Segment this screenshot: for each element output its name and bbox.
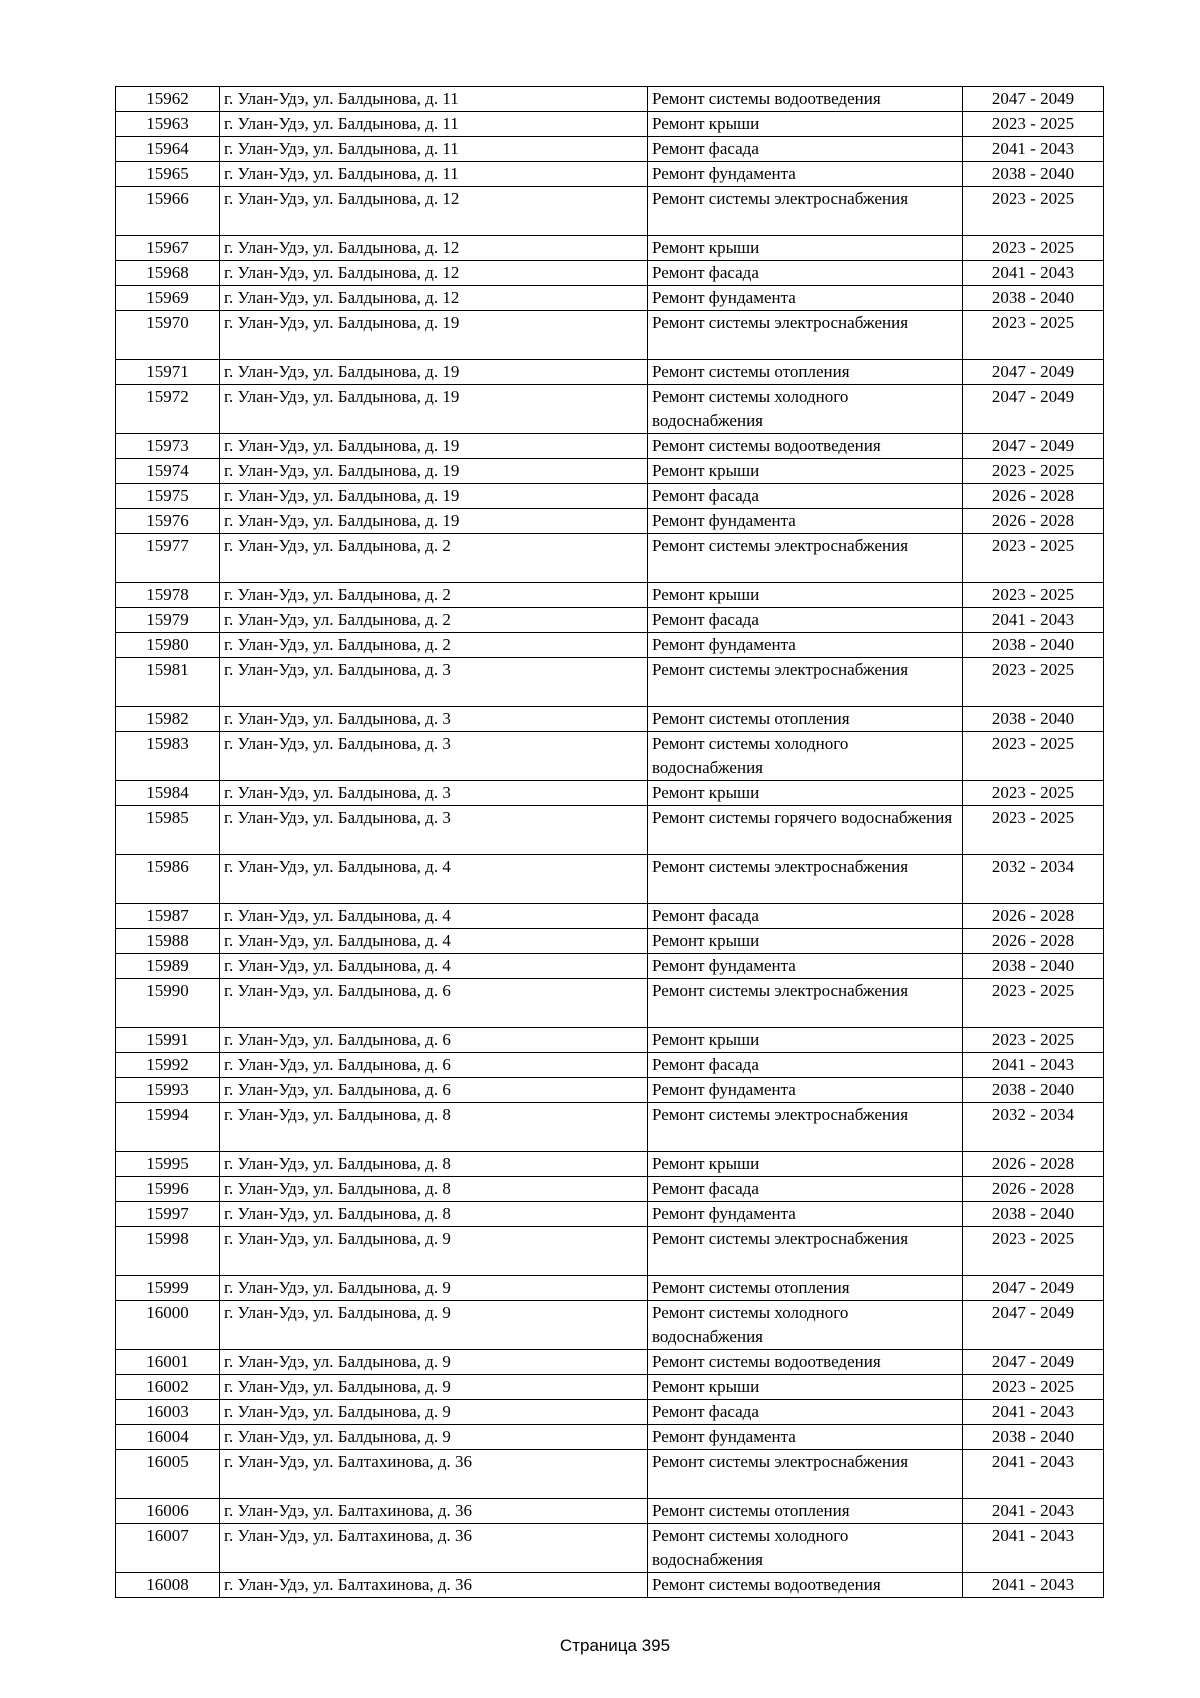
row-number-cell: 15998 bbox=[116, 1227, 220, 1276]
work-type-cell: Ремонт системы электроснабжения bbox=[648, 658, 963, 707]
row-number-cell: 15978 bbox=[116, 583, 220, 608]
work-type-cell: Ремонт фундамента bbox=[648, 1078, 963, 1103]
table-row bbox=[116, 954, 1104, 979]
table-row bbox=[116, 1425, 1104, 1450]
row-number-cell: 16007 bbox=[116, 1524, 220, 1573]
work-type-cell: Ремонт системы водоотведения bbox=[648, 87, 963, 112]
table-row bbox=[116, 608, 1104, 633]
work-type-cell: Ремонт фасада bbox=[648, 137, 963, 162]
period-cell: 2038 - 2040 bbox=[963, 1202, 1104, 1227]
address-cell: г. Улан-Удэ, ул. Балдынова, д. 11 bbox=[220, 112, 648, 137]
table-row bbox=[116, 534, 1104, 583]
work-type-cell: Ремонт системы электроснабжения bbox=[648, 1450, 963, 1499]
work-type-cell: Ремонт системы электроснабжения bbox=[648, 855, 963, 904]
table-row bbox=[116, 781, 1104, 806]
table-row bbox=[116, 1276, 1104, 1301]
table-body bbox=[116, 87, 1104, 1598]
address-cell: г. Улан-Удэ, ул. Балдынова, д. 3 bbox=[220, 806, 648, 855]
table-row bbox=[116, 261, 1104, 286]
work-type-cell: Ремонт системы отопления bbox=[648, 707, 963, 732]
address-cell: г. Улан-Удэ, ул. Балдынова, д. 3 bbox=[220, 781, 648, 806]
address-cell: г. Улан-Удэ, ул. Балдынова, д. 12 bbox=[220, 261, 648, 286]
row-number-cell: 15977 bbox=[116, 534, 220, 583]
work-type-cell: Ремонт фундамента bbox=[648, 162, 963, 187]
row-number-cell: 15972 bbox=[116, 385, 220, 434]
work-type-cell: Ремонт крыши bbox=[648, 781, 963, 806]
table-row bbox=[116, 434, 1104, 459]
period-cell: 2026 - 2028 bbox=[963, 929, 1104, 954]
table-row bbox=[116, 484, 1104, 509]
address-cell: г. Улан-Удэ, ул. Балдынова, д. 8 bbox=[220, 1202, 648, 1227]
period-cell: 2032 - 2034 bbox=[963, 1103, 1104, 1152]
table-row bbox=[116, 286, 1104, 311]
work-type-cell: Ремонт системы холодного водоснабжения bbox=[648, 732, 963, 781]
work-type-cell: Ремонт фундамента bbox=[648, 1425, 963, 1450]
period-cell: 2041 - 2043 bbox=[963, 261, 1104, 286]
work-type-cell: Ремонт крыши bbox=[648, 1028, 963, 1053]
period-cell: 2023 - 2025 bbox=[963, 187, 1104, 236]
address-cell: г. Улан-Удэ, ул. Балдынова, д. 19 bbox=[220, 459, 648, 484]
period-cell: 2023 - 2025 bbox=[963, 806, 1104, 855]
row-number-cell: 15965 bbox=[116, 162, 220, 187]
row-number-cell: 15962 bbox=[116, 87, 220, 112]
address-cell: г. Улан-Удэ, ул. Балдынова, д. 4 bbox=[220, 855, 648, 904]
page-number: Страница 395 bbox=[559, 1636, 671, 1655]
row-number-cell: 15996 bbox=[116, 1177, 220, 1202]
period-cell: 2023 - 2025 bbox=[963, 781, 1104, 806]
table-row bbox=[116, 360, 1104, 385]
work-type-cell: Ремонт фасада bbox=[648, 1400, 963, 1425]
row-number-cell: 15984 bbox=[116, 781, 220, 806]
period-cell: 2041 - 2043 bbox=[963, 1450, 1104, 1499]
period-cell: 2041 - 2043 bbox=[963, 137, 1104, 162]
work-type-cell: Ремонт системы электроснабжения bbox=[648, 1227, 963, 1276]
address-cell: г. Улан-Удэ, ул. Балдынова, д. 2 bbox=[220, 534, 648, 583]
work-type-cell: Ремонт системы холодного водоснабжения bbox=[648, 385, 963, 434]
address-cell: г. Улан-Удэ, ул. Балдынова, д. 6 bbox=[220, 1028, 648, 1053]
period-cell: 2023 - 2025 bbox=[963, 311, 1104, 360]
row-number-cell: 15966 bbox=[116, 187, 220, 236]
address-cell: г. Улан-Удэ, ул. Балдынова, д. 8 bbox=[220, 1177, 648, 1202]
row-number-cell: 15999 bbox=[116, 1276, 220, 1301]
period-cell: 2038 - 2040 bbox=[963, 286, 1104, 311]
table-row bbox=[116, 707, 1104, 732]
repair-schedule-table bbox=[115, 86, 1104, 1598]
period-cell: 2026 - 2028 bbox=[963, 1152, 1104, 1177]
table-row bbox=[116, 162, 1104, 187]
table-row bbox=[116, 311, 1104, 360]
address-cell: г. Улан-Удэ, ул. Балдынова, д. 8 bbox=[220, 1103, 648, 1152]
row-number-cell: 15990 bbox=[116, 979, 220, 1028]
address-cell: г. Улан-Удэ, ул. Балдынова, д. 3 bbox=[220, 707, 648, 732]
table-row bbox=[116, 137, 1104, 162]
row-number-cell: 16005 bbox=[116, 1450, 220, 1499]
address-cell: г. Улан-Удэ, ул. Балдынова, д. 11 bbox=[220, 137, 648, 162]
address-cell: г. Улан-Удэ, ул. Балдынова, д. 4 bbox=[220, 904, 648, 929]
row-number-cell: 15980 bbox=[116, 633, 220, 658]
work-type-cell: Ремонт фасада bbox=[648, 904, 963, 929]
address-cell: г. Улан-Удэ, ул. Балдынова, д. 2 bbox=[220, 583, 648, 608]
row-number-cell: 16003 bbox=[116, 1400, 220, 1425]
address-cell: г. Улан-Удэ, ул. Балдынова, д. 19 bbox=[220, 385, 648, 434]
address-cell: г. Улан-Удэ, ул. Балтахинова, д. 36 bbox=[220, 1499, 648, 1524]
table-row bbox=[116, 1524, 1104, 1573]
work-type-cell: Ремонт фундамента bbox=[648, 1202, 963, 1227]
period-cell: 2041 - 2043 bbox=[963, 1499, 1104, 1524]
work-type-cell: Ремонт системы водоотведения bbox=[648, 1350, 963, 1375]
address-cell: г. Улан-Удэ, ул. Балдынова, д. 2 bbox=[220, 608, 648, 633]
row-number-cell: 15994 bbox=[116, 1103, 220, 1152]
work-type-cell: Ремонт системы водоотведения bbox=[648, 1573, 963, 1598]
address-cell: г. Улан-Удэ, ул. Балтахинова, д. 36 bbox=[220, 1524, 648, 1573]
address-cell: г. Улан-Удэ, ул. Балдынова, д. 4 bbox=[220, 954, 648, 979]
address-cell: г. Улан-Удэ, ул. Балдынова, д. 19 bbox=[220, 311, 648, 360]
table-row bbox=[116, 1078, 1104, 1103]
row-number-cell: 15983 bbox=[116, 732, 220, 781]
row-number-cell: 16000 bbox=[116, 1301, 220, 1350]
row-number-cell: 15985 bbox=[116, 806, 220, 855]
work-type-cell: Ремонт фасада bbox=[648, 1053, 963, 1078]
work-type-cell: Ремонт системы отопления bbox=[648, 360, 963, 385]
row-number-cell: 15981 bbox=[116, 658, 220, 707]
work-type-cell: Ремонт крыши bbox=[648, 1152, 963, 1177]
row-number-cell: 15976 bbox=[116, 509, 220, 534]
period-cell: 2032 - 2034 bbox=[963, 855, 1104, 904]
work-type-cell: Ремонт системы электроснабжения bbox=[648, 311, 963, 360]
address-cell: г. Улан-Удэ, ул. Балдынова, д. 9 bbox=[220, 1276, 648, 1301]
address-cell: г. Улан-Удэ, ул. Балдынова, д. 12 bbox=[220, 236, 648, 261]
work-type-cell: Ремонт системы горячего водоснабжения bbox=[648, 806, 963, 855]
work-type-cell: Ремонт крыши bbox=[648, 1375, 963, 1400]
row-number-cell: 15982 bbox=[116, 707, 220, 732]
row-number-cell: 15992 bbox=[116, 1053, 220, 1078]
row-number-cell: 16004 bbox=[116, 1425, 220, 1450]
period-cell: 2023 - 2025 bbox=[963, 534, 1104, 583]
table-row bbox=[116, 1301, 1104, 1350]
period-cell: 2047 - 2049 bbox=[963, 87, 1104, 112]
address-cell: г. Улан-Удэ, ул. Балдынова, д. 9 bbox=[220, 1425, 648, 1450]
work-type-cell: Ремонт крыши bbox=[648, 929, 963, 954]
table-row bbox=[116, 1053, 1104, 1078]
address-cell: г. Улан-Удэ, ул. Балдынова, д. 2 bbox=[220, 633, 648, 658]
period-cell: 2041 - 2043 bbox=[963, 1573, 1104, 1598]
row-number-cell: 15997 bbox=[116, 1202, 220, 1227]
period-cell: 2023 - 2025 bbox=[963, 459, 1104, 484]
table-row bbox=[116, 112, 1104, 137]
table-row bbox=[116, 732, 1104, 781]
table-row bbox=[116, 1350, 1104, 1375]
row-number-cell: 15974 bbox=[116, 459, 220, 484]
row-number-cell: 16006 bbox=[116, 1499, 220, 1524]
period-cell: 2023 - 2025 bbox=[963, 1375, 1104, 1400]
row-number-cell: 15988 bbox=[116, 929, 220, 954]
period-cell: 2047 - 2049 bbox=[963, 360, 1104, 385]
work-type-cell: Ремонт фасада bbox=[648, 484, 963, 509]
row-number-cell: 16008 bbox=[116, 1573, 220, 1598]
work-type-cell: Ремонт крыши bbox=[648, 236, 963, 261]
table-row bbox=[116, 187, 1104, 236]
work-type-cell: Ремонт фасада bbox=[648, 1177, 963, 1202]
period-cell: 2038 - 2040 bbox=[963, 707, 1104, 732]
address-cell: г. Улан-Удэ, ул. Балдынова, д. 3 bbox=[220, 732, 648, 781]
row-number-cell: 15970 bbox=[116, 311, 220, 360]
work-type-cell: Ремонт системы электроснабжения bbox=[648, 979, 963, 1028]
period-cell: 2023 - 2025 bbox=[963, 236, 1104, 261]
table-row bbox=[116, 904, 1104, 929]
period-cell: 2038 - 2040 bbox=[963, 633, 1104, 658]
period-cell: 2047 - 2049 bbox=[963, 385, 1104, 434]
address-cell: г. Улан-Удэ, ул. Балдынова, д. 9 bbox=[220, 1227, 648, 1276]
work-type-cell: Ремонт системы отопления bbox=[648, 1276, 963, 1301]
address-cell: г. Улан-Удэ, ул. Балдынова, д. 6 bbox=[220, 1053, 648, 1078]
address-cell: г. Улан-Удэ, ул. Балдынова, д. 19 bbox=[220, 484, 648, 509]
work-type-cell: Ремонт фундамента bbox=[648, 509, 963, 534]
period-cell: 2038 - 2040 bbox=[963, 162, 1104, 187]
table-row bbox=[116, 1499, 1104, 1524]
table-row bbox=[116, 1152, 1104, 1177]
work-type-cell: Ремонт системы отопления bbox=[648, 1499, 963, 1524]
row-number-cell: 15968 bbox=[116, 261, 220, 286]
row-number-cell: 15995 bbox=[116, 1152, 220, 1177]
table-row bbox=[116, 1573, 1104, 1598]
period-cell: 2023 - 2025 bbox=[963, 583, 1104, 608]
address-cell: г. Улан-Удэ, ул. Балдынова, д. 3 bbox=[220, 658, 648, 707]
address-cell: г. Улан-Удэ, ул. Балдынова, д. 6 bbox=[220, 979, 648, 1028]
period-cell: 2026 - 2028 bbox=[963, 484, 1104, 509]
table-row bbox=[116, 1227, 1104, 1276]
address-cell: г. Улан-Удэ, ул. Балдынова, д. 11 bbox=[220, 162, 648, 187]
table-row bbox=[116, 1103, 1104, 1152]
work-type-cell: Ремонт системы холодного водоснабжения bbox=[648, 1301, 963, 1350]
address-cell: г. Улан-Удэ, ул. Балдынова, д. 9 bbox=[220, 1400, 648, 1425]
period-cell: 2041 - 2043 bbox=[963, 608, 1104, 633]
period-cell: 2047 - 2049 bbox=[963, 1350, 1104, 1375]
work-type-cell: Ремонт системы водоотведения bbox=[648, 434, 963, 459]
address-cell: г. Улан-Удэ, ул. Балдынова, д. 4 bbox=[220, 929, 648, 954]
period-cell: 2038 - 2040 bbox=[963, 1078, 1104, 1103]
table-row bbox=[116, 929, 1104, 954]
address-cell: г. Улан-Удэ, ул. Балдынова, д. 12 bbox=[220, 187, 648, 236]
work-type-cell: Ремонт фундамента bbox=[648, 633, 963, 658]
work-type-cell: Ремонт системы электроснабжения bbox=[648, 187, 963, 236]
table-row bbox=[116, 1375, 1104, 1400]
row-number-cell: 16002 bbox=[116, 1375, 220, 1400]
address-cell: г. Улан-Удэ, ул. Балдынова, д. 19 bbox=[220, 509, 648, 534]
work-type-cell: Ремонт крыши bbox=[648, 459, 963, 484]
row-number-cell: 16001 bbox=[116, 1350, 220, 1375]
row-number-cell: 15973 bbox=[116, 434, 220, 459]
address-cell: г. Улан-Удэ, ул. Балдынова, д. 9 bbox=[220, 1350, 648, 1375]
address-cell: г. Улан-Удэ, ул. Балдынова, д. 8 bbox=[220, 1152, 648, 1177]
period-cell: 2023 - 2025 bbox=[963, 1227, 1104, 1276]
address-cell: г. Улан-Удэ, ул. Балдынова, д. 19 bbox=[220, 434, 648, 459]
table-row bbox=[116, 583, 1104, 608]
row-number-cell: 15979 bbox=[116, 608, 220, 633]
work-type-cell: Ремонт фасада bbox=[648, 608, 963, 633]
table-row bbox=[116, 1400, 1104, 1425]
address-cell: г. Улан-Удэ, ул. Балдынова, д. 6 bbox=[220, 1078, 648, 1103]
row-number-cell: 15987 bbox=[116, 904, 220, 929]
table-row bbox=[116, 806, 1104, 855]
table-row bbox=[116, 1177, 1104, 1202]
work-type-cell: Ремонт системы электроснабжения bbox=[648, 1103, 963, 1152]
period-cell: 2023 - 2025 bbox=[963, 658, 1104, 707]
address-cell: г. Улан-Удэ, ул. Балдынова, д. 9 bbox=[220, 1375, 648, 1400]
row-number-cell: 15971 bbox=[116, 360, 220, 385]
period-cell: 2023 - 2025 bbox=[963, 732, 1104, 781]
row-number-cell: 15989 bbox=[116, 954, 220, 979]
work-type-cell: Ремонт крыши bbox=[648, 112, 963, 137]
address-cell: г. Улан-Удэ, ул. Балтахинова, д. 36 bbox=[220, 1573, 648, 1598]
period-cell: 2041 - 2043 bbox=[963, 1400, 1104, 1425]
work-type-cell: Ремонт фасада bbox=[648, 261, 963, 286]
table-row bbox=[116, 1450, 1104, 1499]
work-type-cell: Ремонт системы холодного водоснабжения bbox=[648, 1524, 963, 1573]
period-cell: 2041 - 2043 bbox=[963, 1524, 1104, 1573]
row-number-cell: 15986 bbox=[116, 855, 220, 904]
period-cell: 2026 - 2028 bbox=[963, 1177, 1104, 1202]
table-row bbox=[116, 87, 1104, 112]
address-cell: г. Улан-Удэ, ул. Балдынова, д. 9 bbox=[220, 1301, 648, 1350]
address-cell: г. Улан-Удэ, ул. Балдынова, д. 12 bbox=[220, 286, 648, 311]
table-row bbox=[116, 385, 1104, 434]
work-type-cell: Ремонт фундамента bbox=[648, 286, 963, 311]
period-cell: 2026 - 2028 bbox=[963, 509, 1104, 534]
table-row bbox=[116, 1202, 1104, 1227]
table-row bbox=[116, 633, 1104, 658]
period-cell: 2038 - 2040 bbox=[963, 1425, 1104, 1450]
row-number-cell: 15963 bbox=[116, 112, 220, 137]
period-cell: 2023 - 2025 bbox=[963, 979, 1104, 1028]
table-row bbox=[116, 855, 1104, 904]
row-number-cell: 15969 bbox=[116, 286, 220, 311]
row-number-cell: 15975 bbox=[116, 484, 220, 509]
period-cell: 2047 - 2049 bbox=[963, 1301, 1104, 1350]
address-cell: г. Улан-Удэ, ул. Балдынова, д. 11 bbox=[220, 87, 648, 112]
table-row bbox=[116, 509, 1104, 534]
period-cell: 2047 - 2049 bbox=[963, 434, 1104, 459]
work-type-cell: Ремонт фундамента bbox=[648, 954, 963, 979]
table-row bbox=[116, 236, 1104, 261]
row-number-cell: 15991 bbox=[116, 1028, 220, 1053]
period-cell: 2038 - 2040 bbox=[963, 954, 1104, 979]
row-number-cell: 15967 bbox=[116, 236, 220, 261]
address-cell: г. Улан-Удэ, ул. Балтахинова, д. 36 bbox=[220, 1450, 648, 1499]
row-number-cell: 15964 bbox=[116, 137, 220, 162]
period-cell: 2023 - 2025 bbox=[963, 1028, 1104, 1053]
period-cell: 2041 - 2043 bbox=[963, 1053, 1104, 1078]
period-cell: 2023 - 2025 bbox=[963, 112, 1104, 137]
table-row bbox=[116, 658, 1104, 707]
table-row bbox=[116, 459, 1104, 484]
period-cell: 2047 - 2049 bbox=[963, 1276, 1104, 1301]
work-type-cell: Ремонт системы электроснабжения bbox=[648, 534, 963, 583]
table-row bbox=[116, 1028, 1104, 1053]
work-type-cell: Ремонт крыши bbox=[648, 583, 963, 608]
period-cell: 2026 - 2028 bbox=[963, 904, 1104, 929]
table-row bbox=[116, 979, 1104, 1028]
address-cell: г. Улан-Удэ, ул. Балдынова, д. 19 bbox=[220, 360, 648, 385]
row-number-cell: 15993 bbox=[116, 1078, 220, 1103]
